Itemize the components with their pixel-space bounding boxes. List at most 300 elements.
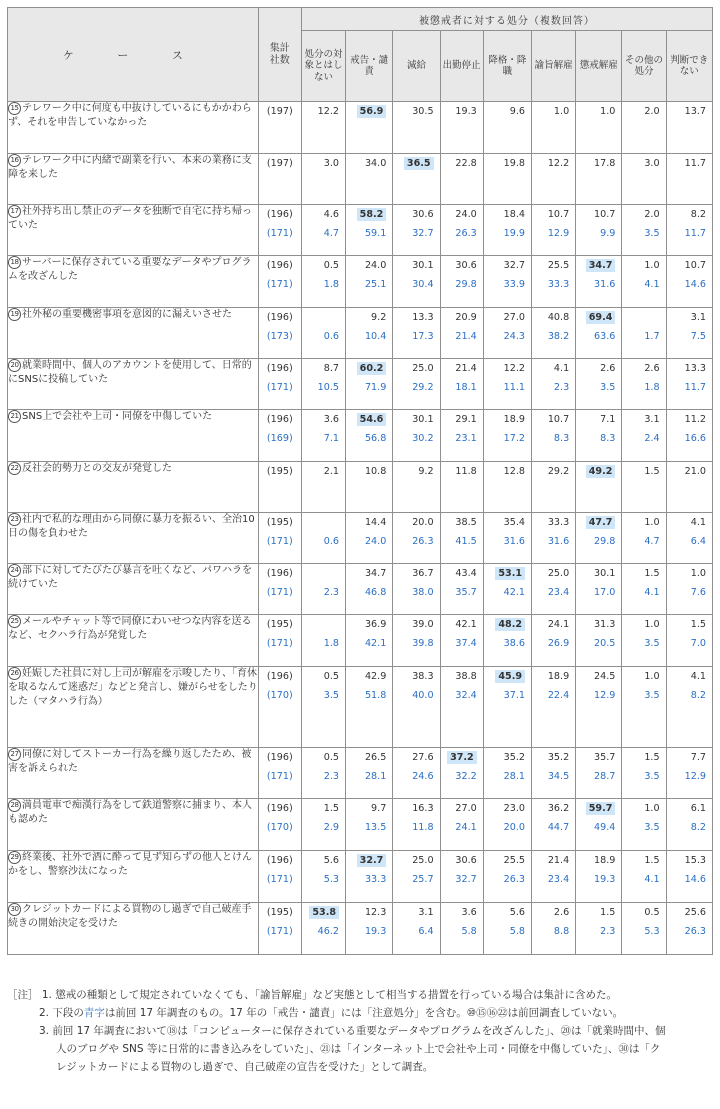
- previous-value: 32.7: [412, 228, 434, 239]
- current-value: 8.7: [323, 363, 340, 374]
- current-value: 3.1: [644, 414, 660, 425]
- current-value: 24.0: [455, 209, 477, 220]
- previous-value: 26.9: [547, 638, 570, 649]
- current-count: (196): [266, 260, 293, 271]
- previous-count: (171): [266, 279, 293, 290]
- count-cell: [258, 903, 301, 955]
- previous-value: 20.0: [503, 822, 526, 833]
- value-cell: [483, 308, 531, 359]
- previous-value: [667, 121, 712, 140]
- case-number: 17: [8, 205, 21, 218]
- previous-value: 24.1: [455, 822, 477, 833]
- case-number: 22: [8, 462, 21, 475]
- current-count: (196): [266, 855, 293, 866]
- previous-value: 8.2: [690, 690, 706, 701]
- value-cell: [622, 903, 666, 955]
- value-cell: [576, 256, 622, 308]
- current-value: 15.3: [684, 855, 706, 866]
- previous-value: 30.2: [412, 433, 434, 444]
- current-value: 12.2: [317, 106, 340, 117]
- note-2-text-b: は前回 17 年調査のもの。17 年の「戒告・譴責」には「注意処分」を含む。⑩⑮⑯㉒は前回調査していない。: [104, 1007, 624, 1019]
- previous-value: 3.5: [644, 771, 660, 782]
- previous-value: 25.7: [412, 874, 434, 885]
- value-cell: [301, 615, 345, 667]
- previous-value: [576, 121, 621, 140]
- current-value: 21.4: [547, 855, 570, 866]
- table-row: [8, 615, 713, 667]
- current-value: 18.9: [547, 671, 570, 682]
- previous-value: 38.2: [547, 331, 570, 342]
- current-value: 3.6: [323, 414, 340, 425]
- current-value: 1.5: [644, 855, 660, 866]
- previous-value: 0.6: [323, 331, 340, 342]
- current-value: 42.9: [364, 671, 387, 682]
- current-value: 0.5: [323, 752, 340, 763]
- current-value: 36.9: [364, 619, 387, 630]
- current-value: 2.6: [553, 907, 570, 918]
- previous-count: (171): [266, 228, 293, 239]
- current-value: 18.9: [503, 414, 526, 425]
- previous-value: 34.5: [547, 771, 570, 782]
- value-cell: [393, 799, 440, 851]
- current-value: [484, 667, 531, 686]
- previous-value: 11.7: [684, 382, 706, 393]
- previous-value: 63.6: [594, 331, 616, 342]
- previous-value: [622, 173, 665, 192]
- value-cell: [483, 851, 531, 903]
- previous-value: 1.8: [323, 279, 340, 290]
- current-value: 25.0: [412, 855, 434, 866]
- value-cell: [301, 359, 345, 410]
- previous-value: 42.1: [364, 638, 387, 649]
- note-3-line-3: レジットカードによる買物のし過ぎで、自己破産の宣告を受けた」として調査。: [56, 1061, 434, 1073]
- previous-value: 5.3: [323, 874, 340, 885]
- note-3-line-2: 人のブログや SNS 等に日常的に書き込みをしていた」、㉑は「インターネット上で会社や上司・同僚を中傷していた」、㉚は「ク: [56, 1043, 661, 1055]
- previous-value: 5.8: [509, 926, 526, 937]
- previous-value: [441, 481, 483, 500]
- count-cell: [258, 102, 301, 154]
- value-cell: [576, 154, 622, 205]
- case-number: 18: [8, 256, 21, 269]
- table-row: [8, 513, 713, 564]
- case-text: 妊娠した社員に対し上司が解雇を示唆したり、「育休を取るなんて迷惑だ」などと発言し、嫌がらせをしたりした（マタハラ行為）: [8, 668, 258, 707]
- value-cell: [576, 903, 622, 955]
- previous-value: [532, 173, 575, 192]
- previous-value: 38.0: [412, 587, 434, 598]
- value-cell: [346, 615, 393, 667]
- previous-value: 29.8: [594, 536, 616, 547]
- table-row: [8, 851, 713, 903]
- current-value: 7.1: [600, 414, 616, 425]
- current-value: [484, 615, 531, 634]
- value-cell: [483, 748, 531, 799]
- highest-value-highlight: 60.2: [357, 362, 387, 375]
- note-3-number: 3.: [39, 1025, 50, 1037]
- value-cell: [622, 513, 666, 564]
- current-value: 29.2: [547, 466, 570, 477]
- current-value: 1.0: [600, 106, 616, 117]
- current-value: 3.1: [418, 907, 434, 918]
- value-cell: [301, 205, 345, 256]
- previous-value: [346, 121, 392, 140]
- previous-count: (171): [266, 536, 293, 547]
- value-cell: [666, 410, 712, 462]
- previous-value: 11.1: [503, 382, 526, 393]
- value-cell: [532, 410, 576, 462]
- current-value: 27.0: [455, 803, 477, 814]
- current-value: 0.5: [644, 907, 660, 918]
- value-cell: [346, 667, 393, 748]
- current-value: 25.0: [412, 363, 434, 374]
- current-value: 21.4: [455, 363, 477, 374]
- value-cell: [532, 308, 576, 359]
- case-number: 28: [8, 799, 21, 812]
- previous-count: (171): [266, 771, 293, 782]
- value-cell: [393, 748, 440, 799]
- previous-value: [532, 121, 575, 140]
- previous-value: 24.0: [364, 536, 387, 547]
- current-value: 1.5: [644, 568, 660, 579]
- previous-value: 32.4: [455, 690, 477, 701]
- current-value: 38.3: [412, 671, 434, 682]
- value-cell: [440, 799, 483, 851]
- value-cell: [301, 799, 345, 851]
- value-cell: [301, 154, 345, 205]
- previous-value: 7.6: [690, 587, 706, 598]
- current-value: 19.3: [455, 106, 477, 117]
- current-value: 35.2: [503, 752, 526, 763]
- column-header-6: 諭旨解雇: [532, 31, 576, 102]
- highest-value-highlight: 49.2: [586, 465, 616, 478]
- previous-count: (171): [266, 926, 293, 937]
- value-cell: [440, 462, 483, 513]
- current-value: 11.7: [684, 158, 706, 169]
- current-value: 9.2: [371, 312, 387, 323]
- value-cell: [532, 359, 576, 410]
- value-cell: [622, 308, 666, 359]
- current-value: 36.7: [412, 568, 434, 579]
- value-cell: [440, 410, 483, 462]
- case-text: 就業時間中、個人のアカウントを使用して、日常的にSNSに投稿していた: [8, 360, 252, 385]
- current-value: 3.6: [461, 907, 477, 918]
- value-cell: [393, 205, 440, 256]
- previous-value: 1.8: [323, 638, 340, 649]
- current-value: 43.4: [455, 568, 477, 579]
- count-cell: [258, 359, 301, 410]
- previous-value: 3.5: [644, 690, 660, 701]
- previous-value: 18.1: [455, 382, 477, 393]
- highest-value-highlight: 59.7: [586, 802, 616, 815]
- current-value: 34.7: [364, 568, 387, 579]
- value-cell: [440, 513, 483, 564]
- previous-value: 9.9: [600, 228, 616, 239]
- current-value: 25.6: [684, 907, 706, 918]
- current-count: (195): [266, 517, 293, 528]
- previous-value: [667, 173, 712, 192]
- current-value: [302, 513, 345, 532]
- previous-value: [622, 481, 665, 500]
- value-cell: [346, 851, 393, 903]
- table-row: [8, 359, 713, 410]
- case-cell: [8, 513, 259, 564]
- current-value: 1.0: [690, 568, 706, 579]
- previous-value: [302, 121, 345, 140]
- previous-value: 8.8: [553, 926, 570, 937]
- case-number: 27: [8, 748, 21, 761]
- case-text: 同僚に対してストーカー行為を繰り返したため、被害を訴えられた: [8, 749, 252, 774]
- value-cell: [576, 748, 622, 799]
- note-2-blue-word: 青字: [83, 1007, 105, 1019]
- previous-value: [346, 481, 392, 500]
- current-count: (196): [266, 803, 293, 814]
- current-value: 3.0: [323, 158, 340, 169]
- note-3-line-1: 前回 17 年調査において⑱は「コンピューターに保存されている重要なデータやプログラムを改ざんした」、⑳は「就業時間中、個: [52, 1025, 666, 1037]
- previous-value: 0.6: [323, 536, 340, 547]
- value-cell: [622, 748, 666, 799]
- current-value: 12.2: [547, 158, 570, 169]
- previous-value: 26.3: [503, 874, 526, 885]
- current-value: 4.6: [323, 209, 340, 220]
- note-2-number: 2.: [39, 1007, 50, 1019]
- previous-value: 5.3: [644, 926, 660, 937]
- value-cell: [301, 410, 345, 462]
- value-cell: [622, 256, 666, 308]
- current-value: [346, 851, 392, 870]
- value-cell: [301, 667, 345, 748]
- notes: [7, 986, 713, 1076]
- current-value: 35.7: [594, 752, 616, 763]
- value-cell: [666, 154, 712, 205]
- value-cell: [622, 667, 666, 748]
- current-value: 29.1: [455, 414, 477, 425]
- table-row: [8, 256, 713, 308]
- count-cell: [258, 564, 301, 615]
- value-cell: [301, 308, 345, 359]
- previous-value: 8.2: [690, 822, 706, 833]
- current-value: 20.9: [455, 312, 477, 323]
- value-cell: [666, 799, 712, 851]
- previous-value: 16.6: [684, 433, 706, 444]
- value-cell: [622, 154, 666, 205]
- current-value: 30.6: [455, 855, 477, 866]
- value-cell: [346, 799, 393, 851]
- current-value: 13.3: [412, 312, 434, 323]
- current-value: 26.5: [364, 752, 387, 763]
- value-cell: [622, 410, 666, 462]
- current-value: [302, 308, 345, 327]
- value-cell: [483, 667, 531, 748]
- note-3-cont2: [7, 1058, 713, 1076]
- count-cell: [258, 748, 301, 799]
- case-cell: [8, 748, 259, 799]
- note-2-text-a: 下段の: [52, 1007, 84, 1019]
- value-cell: [440, 903, 483, 955]
- previous-value: 7.1: [323, 433, 340, 444]
- value-cell: [483, 564, 531, 615]
- previous-value: 1.8: [644, 382, 660, 393]
- previous-value: 29.2: [412, 382, 434, 393]
- current-value: 8.2: [690, 209, 706, 220]
- value-cell: [440, 564, 483, 615]
- value-cell: [666, 256, 712, 308]
- value-cell: [622, 851, 666, 903]
- note-1: [7, 986, 713, 1004]
- value-cell: [440, 154, 483, 205]
- current-value: 30.1: [412, 260, 434, 271]
- current-value: 2.0: [644, 209, 660, 220]
- table-row: [8, 667, 713, 748]
- case-cell: [8, 410, 259, 462]
- value-cell: [576, 564, 622, 615]
- case-number: 19: [8, 308, 21, 321]
- previous-value: 17.0: [594, 587, 616, 598]
- previous-value: 1.7: [644, 331, 660, 342]
- current-count: (197): [266, 158, 293, 169]
- case-text: SNS上で会社や上司・同僚を中傷していた: [22, 411, 213, 422]
- value-cell: [576, 359, 622, 410]
- value-cell: [440, 851, 483, 903]
- current-value: 1.0: [644, 260, 660, 271]
- previous-value: 28.7: [594, 771, 616, 782]
- count-cell: [258, 154, 301, 205]
- current-count: (195): [266, 466, 293, 477]
- value-cell: [532, 154, 576, 205]
- previous-value: 46.8: [364, 587, 387, 598]
- previous-value: 10.5: [317, 382, 340, 393]
- previous-count: [259, 121, 301, 140]
- value-cell: [622, 799, 666, 851]
- value-cell: [532, 667, 576, 748]
- table-row: [8, 154, 713, 205]
- previous-count: [259, 481, 301, 500]
- value-cell: [532, 903, 576, 955]
- case-cell: [8, 308, 259, 359]
- column-header-2: 戒告・譴責: [346, 31, 393, 102]
- current-count: (196): [266, 752, 293, 763]
- current-value: 4.1: [553, 363, 570, 374]
- current-value: 23.0: [503, 803, 526, 814]
- value-cell: [346, 308, 393, 359]
- highest-value-highlight: 47.7: [586, 516, 616, 529]
- previous-value: [576, 481, 621, 500]
- value-cell: [532, 205, 576, 256]
- previous-value: 3.5: [644, 822, 660, 833]
- current-value: 30.1: [594, 568, 616, 579]
- previous-value: 32.7: [455, 874, 477, 885]
- count-cell: [258, 667, 301, 748]
- current-value: 7.7: [690, 752, 706, 763]
- value-cell: [666, 513, 712, 564]
- current-value: 9.7: [371, 803, 387, 814]
- current-value: [622, 308, 665, 327]
- previous-value: 37.1: [503, 690, 526, 701]
- case-number: 20: [8, 359, 21, 372]
- table-row: [8, 410, 713, 462]
- previous-value: 39.8: [412, 638, 434, 649]
- case-text: クレジットカードによる買物のし過ぎで自己破産手続きの開始決定を受けた: [8, 904, 252, 929]
- current-value: 32.7: [503, 260, 526, 271]
- previous-value: 2.3: [323, 771, 340, 782]
- current-value: 30.5: [412, 106, 434, 117]
- current-value: 38.5: [455, 517, 477, 528]
- previous-count: (171): [266, 874, 293, 885]
- value-cell: [346, 154, 393, 205]
- value-cell: [532, 564, 576, 615]
- previous-value: 7.0: [690, 638, 706, 649]
- current-value: 18.9: [594, 855, 616, 866]
- previous-count: (173): [266, 331, 293, 342]
- previous-value: 51.8: [364, 690, 387, 701]
- current-value: 11.2: [684, 414, 706, 425]
- count-column-header: [258, 8, 301, 102]
- value-cell: [532, 799, 576, 851]
- case-cell: [8, 462, 259, 513]
- value-cell: [393, 154, 440, 205]
- current-value: 24.5: [594, 671, 616, 682]
- table-row: [8, 308, 713, 359]
- current-value: 1.0: [644, 671, 660, 682]
- value-cell: [440, 205, 483, 256]
- value-cell: [393, 462, 440, 513]
- case-cell: [8, 903, 259, 955]
- previous-value: [393, 121, 439, 140]
- value-cell: [483, 102, 531, 154]
- current-count: (196): [266, 209, 293, 220]
- value-cell: [393, 615, 440, 667]
- previous-value: 30.4: [412, 279, 434, 290]
- previous-value: 2.3: [323, 587, 340, 598]
- value-cell: [576, 205, 622, 256]
- current-value: 33.3: [547, 517, 570, 528]
- current-count: (196): [266, 568, 293, 579]
- current-value: [346, 205, 392, 224]
- previous-value: 23.4: [547, 587, 570, 598]
- value-cell: [532, 513, 576, 564]
- current-value: 24.1: [547, 619, 570, 630]
- current-value: 30.1: [412, 414, 434, 425]
- current-value: 13.7: [684, 106, 706, 117]
- previous-value: 38.6: [503, 638, 526, 649]
- count-label: 集計 社数: [269, 42, 290, 66]
- highest-value-highlight: 32.7: [357, 854, 387, 867]
- current-value: [576, 256, 621, 275]
- value-cell: [440, 615, 483, 667]
- current-value: 30.6: [455, 260, 477, 271]
- value-cell: [576, 410, 622, 462]
- previous-value: 22.4: [547, 690, 570, 701]
- previous-value: 6.4: [418, 926, 434, 937]
- count-cell: [258, 799, 301, 851]
- case-text: 社内で私的な理由から同僚に暴力を振るい、全治10日の傷を負わせた: [8, 514, 255, 539]
- case-cell: [8, 359, 259, 410]
- current-value: 38.8: [455, 671, 477, 682]
- value-cell: [301, 564, 345, 615]
- count-cell: [258, 205, 301, 256]
- value-cell: [483, 256, 531, 308]
- column-header-9: 判断できない: [666, 31, 712, 102]
- case-number: 26: [8, 667, 21, 680]
- value-cell: [393, 256, 440, 308]
- count-cell: [258, 308, 301, 359]
- value-cell: [576, 799, 622, 851]
- current-value: 17.8: [594, 158, 616, 169]
- column-header-1: 処分の対象とはしない: [301, 31, 345, 102]
- previous-value: 6.4: [690, 536, 706, 547]
- value-cell: [483, 154, 531, 205]
- current-value: 0.5: [323, 260, 340, 271]
- previous-value: 44.7: [547, 822, 570, 833]
- current-value: [302, 903, 345, 922]
